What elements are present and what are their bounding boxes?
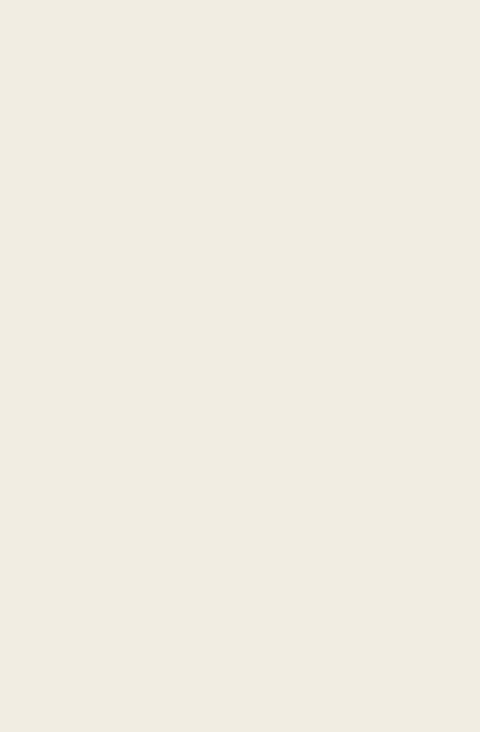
- lyrics-line-2: [0, 204, 480, 218]
- hymn-225-heading: [30, 446, 41, 470]
- lyrics-line-1: [0, 101, 480, 115]
